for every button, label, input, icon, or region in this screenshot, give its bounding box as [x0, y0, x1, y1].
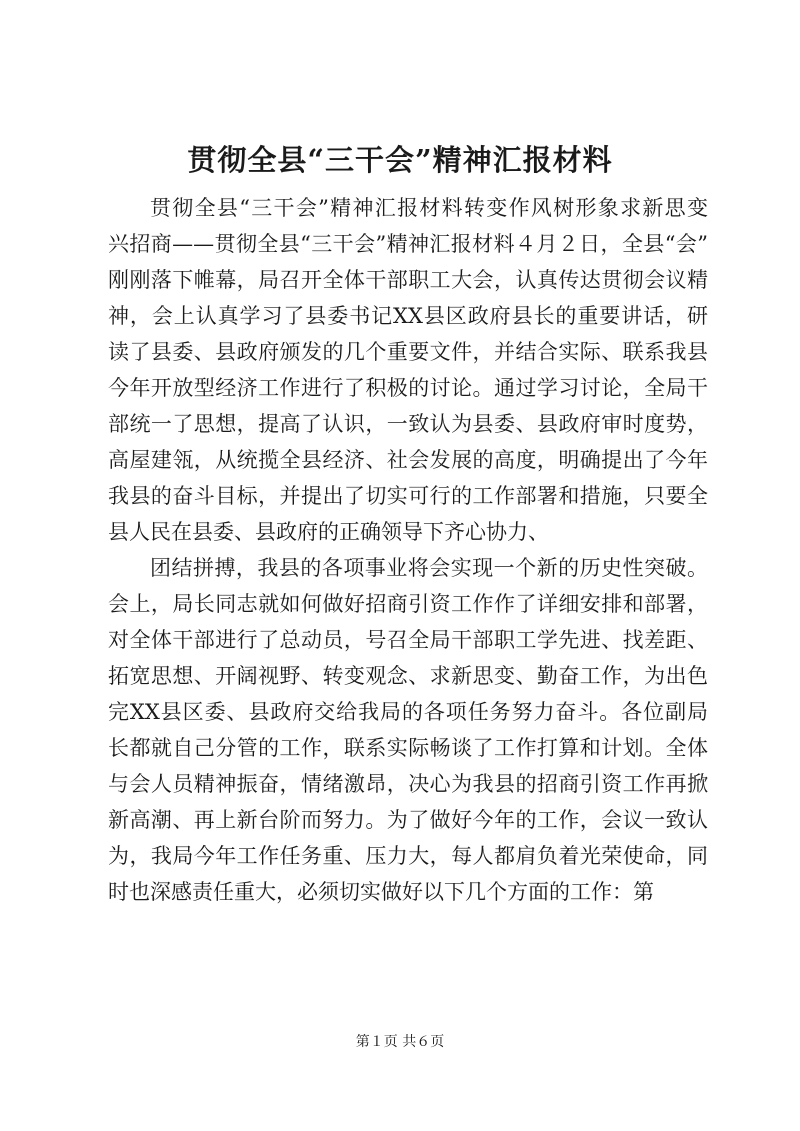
- paragraph-2-line-2: 会上，局长同志就如何做好招商引资工作作了详细安排和部署，: [108, 592, 708, 616]
- paragraph-1-line-7: 部统一了思想，提高了认识，一致认为县委、县政府审时度势，: [108, 412, 708, 436]
- paragraph-2-line-8: 新高潮、再上新台阶而努力。为了做好今年的工作，会议一致认: [108, 808, 708, 832]
- paragraph-1-line-2: 兴招商——贯彻全县“三干会”精神汇报材料４月２日，全县“会”: [108, 232, 708, 256]
- paragraph-2-line-3: 对全体干部进行了总动员，号召全局干部职工学先进、找差距、: [108, 628, 708, 652]
- paragraph-1-line-5: 读了县委、县政府颁发的几个重要文件，并结合实际、联系我县: [108, 340, 708, 364]
- paragraph-1-line-1: 贯彻全县“三干会”精神汇报材料转变作风树形象求新思变: [150, 196, 708, 220]
- page-footer: 第１页 共６页: [355, 1034, 445, 1050]
- paragraph-2-line-1: 团结拼搏，我县的各项事业将会实现一个新的历史性突破。: [150, 556, 708, 580]
- paragraph-2-line-10: 时也深感责任重大，必须切实做好以下几个方面的工作：第: [108, 880, 654, 904]
- paragraph-1-line-6: 今年开放型经济工作进行了积极的讨论。通过学习讨论，全局干: [108, 376, 708, 400]
- paragraph-2-line-7: 与会人员精神振奋，情绪激昂，决心为我县的招商引资工作再掀: [108, 772, 708, 796]
- paragraph-2-line-9: 为，我局今年工作任务重、压力大，每人都肩负着光荣使命，同: [108, 844, 708, 868]
- paragraph-1-line-8: 高屋建瓴，从统揽全县经济、社会发展的高度，明确提出了今年: [108, 448, 708, 472]
- paragraph-2-line-5: 完XX县区委、县政府交给我局的各项任务努力奋斗。各位副局: [108, 700, 708, 724]
- paragraph-2-line-6: 长都就自己分管的工作，联系实际畅谈了工作打算和计划。全体: [108, 736, 708, 760]
- page-title: 贯彻全县“三干会”精神汇报材料: [187, 143, 613, 177]
- paragraph-1-line-10: 县人民在县委、县政府的正确领导下齐心协力、: [108, 520, 549, 544]
- paragraph-2-line-4: 拓宽思想、开阔视野、转变观念、求新思变、勤奋工作，为出色: [108, 664, 708, 688]
- paragraph-1-line-3: 刚刚落下帷幕，局召开全体干部职工大会，认真传达贯彻会议精: [108, 268, 708, 292]
- paragraph-1-line-9: 我县的奋斗目标，并提出了切实可行的工作部署和措施，只要全: [108, 484, 708, 508]
- paragraph-1-line-4: 神，会上认真学习了县委书记XX县区政府县长的重要讲话，研: [108, 304, 708, 328]
